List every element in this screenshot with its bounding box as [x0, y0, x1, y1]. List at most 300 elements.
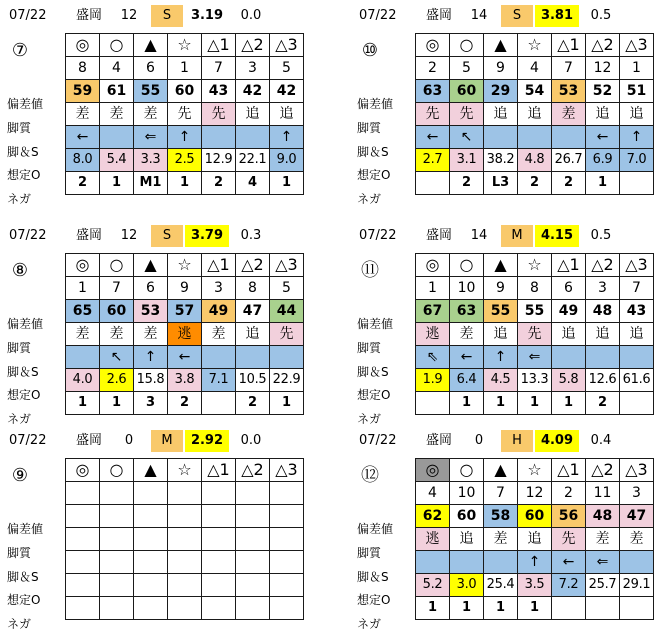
odds-cell: 5.4 [100, 149, 134, 172]
negative-cell: 2 [168, 392, 202, 415]
deviation-cell: 43 [620, 300, 654, 323]
running-style-cell: 追 [586, 323, 620, 346]
race-number: ⑦ [11, 40, 29, 61]
deviation-cell [202, 505, 236, 528]
row-label: 偏差値 [7, 97, 44, 111]
negative-cell: 1 [100, 392, 134, 415]
odds-cell: 2.6 [100, 369, 134, 392]
race-index-value: 2.92 [185, 430, 229, 452]
running-style-cell: 追 [236, 103, 270, 126]
negative-cell [236, 597, 270, 620]
horse-number-cell: 4 [416, 482, 450, 505]
odds-cell: 3.0 [450, 574, 484, 597]
negative-cell: 2 [586, 392, 620, 415]
mark-cell: ☆ [518, 459, 552, 482]
grid-row [66, 254, 304, 277]
mark-cell: ▲ [134, 254, 168, 277]
race-grid [65, 253, 304, 415]
negative-cell [270, 597, 304, 620]
horse-number-cell [236, 482, 270, 505]
running-style-cell: 追 [484, 323, 518, 346]
deviation-cell: 43 [202, 80, 236, 103]
deviation-cell: 60 [450, 505, 484, 528]
horse-number-cell: 10 [450, 277, 484, 300]
grid-row [416, 172, 654, 195]
row-label: 想定O [7, 168, 41, 182]
negative-cell: 1 [484, 597, 518, 620]
race-date: 07/22 [359, 228, 397, 243]
running-style-cell [168, 528, 202, 551]
pace-arrow-cell [450, 551, 484, 574]
pace-arrow-cell: ↑ [518, 551, 552, 574]
race-other-value: 0.5 [590, 8, 612, 23]
race-track: 盛岡 [75, 433, 102, 448]
mark-cell: ☆ [168, 34, 202, 57]
horse-number-cell: 2 [552, 482, 586, 505]
grid-row [66, 528, 304, 551]
odds-cell: 25.7 [586, 574, 620, 597]
deviation-cell: 62 [416, 505, 450, 528]
race-index-value: 4.09 [535, 430, 579, 452]
race-number: ⑨ [11, 465, 29, 486]
deviation-cell: 53 [552, 80, 586, 103]
row-label: ネガ [7, 617, 32, 631]
race-number: ⑪ [361, 260, 379, 281]
pace-arrow-cell [270, 551, 304, 574]
race-header [5, 5, 305, 29]
deviation-cell: 55 [518, 300, 552, 323]
mark-cell: △3 [270, 254, 304, 277]
deviation-cell: 63 [450, 300, 484, 323]
running-style-cell: 差 [66, 323, 100, 346]
running-style-cell: 追 [450, 528, 484, 551]
race-date: 07/22 [359, 433, 397, 448]
negative-cell: 2 [518, 172, 552, 195]
negative-cell: 1 [100, 172, 134, 195]
race-index-value: 4.15 [535, 225, 579, 247]
negative-cell [168, 597, 202, 620]
mark-cell: ◎ [66, 34, 100, 57]
race-condition: M [151, 430, 183, 452]
mark-cell: ☆ [518, 34, 552, 57]
pace-arrow-cell [236, 551, 270, 574]
grid-row [416, 323, 654, 346]
pace-arrow-cell [518, 126, 552, 149]
race-number: ⑧ [11, 260, 29, 281]
odds-cell [270, 574, 304, 597]
odds-cell: 12.9 [202, 149, 236, 172]
odds-cell: 26.7 [552, 149, 586, 172]
mark-cell: △2 [236, 254, 270, 277]
pace-arrow-cell [202, 126, 236, 149]
grid-row [66, 57, 304, 80]
negative-cell [620, 172, 654, 195]
deviation-cell: 48 [586, 505, 620, 528]
odds-cell: 4.0 [66, 369, 100, 392]
race-count: 0 [124, 433, 134, 448]
running-style-cell: 差 [100, 323, 134, 346]
mark-cell: △3 [620, 34, 654, 57]
deviation-cell [270, 505, 304, 528]
odds-cell: 10.5 [236, 369, 270, 392]
horse-number-cell: 3 [236, 57, 270, 80]
race-grid [415, 253, 654, 415]
horse-number-cell [168, 482, 202, 505]
pace-arrow-cell: ← [416, 126, 450, 149]
row-label: 脚質 [357, 121, 382, 135]
horse-number-cell: 8 [66, 57, 100, 80]
pace-arrow-cell [202, 346, 236, 369]
pace-arrow-cell [236, 126, 270, 149]
pace-arrow-cell: ↑ [270, 126, 304, 149]
grid-row [416, 597, 654, 620]
odds-cell [66, 574, 100, 597]
negative-cell: 1 [450, 597, 484, 620]
race-other-value: 0.4 [590, 433, 612, 448]
row-label: ネガ [357, 617, 382, 631]
race-other-value: 0.3 [240, 228, 262, 243]
mark-cell: △1 [202, 254, 236, 277]
mark-cell: ○ [450, 254, 484, 277]
mark-cell: ▲ [134, 459, 168, 482]
odds-cell: 15.8 [134, 369, 168, 392]
mark-cell: △1 [202, 34, 236, 57]
grid-row [416, 103, 654, 126]
pace-arrow-cell [552, 346, 586, 369]
deviation-cell: 65 [66, 300, 100, 323]
horse-number-cell: 1 [168, 57, 202, 80]
horse-number-cell: 9 [484, 57, 518, 80]
row-label: 脚＆S [357, 145, 389, 159]
pace-arrow-cell: ↖ [450, 126, 484, 149]
deviation-cell: 54 [518, 80, 552, 103]
pace-arrow-cell: ↑ [134, 346, 168, 369]
mark-cell: △2 [236, 34, 270, 57]
grid-row [66, 574, 304, 597]
negative-cell [202, 392, 236, 415]
race-date: 07/22 [9, 8, 47, 23]
running-style-cell: 差 [202, 323, 236, 346]
race-count: 12 [120, 8, 138, 23]
pace-arrow-cell [66, 346, 100, 369]
running-style-cell [66, 528, 100, 551]
negative-cell [620, 392, 654, 415]
race-count: 12 [120, 228, 138, 243]
mark-cell: ☆ [168, 254, 202, 277]
odds-cell: 5.8 [552, 369, 586, 392]
row-label: 偏差値 [357, 97, 394, 111]
negative-cell: 1 [518, 597, 552, 620]
mark-cell: △1 [202, 459, 236, 482]
mark-cell: ◎ [66, 459, 100, 482]
negative-cell: 1 [586, 172, 620, 195]
grid-row [66, 103, 304, 126]
deviation-cell: 57 [168, 300, 202, 323]
pace-arrow-cell: ← [66, 126, 100, 149]
negative-cell [202, 597, 236, 620]
deviation-cell: 55 [134, 80, 168, 103]
horse-number-cell: 4 [518, 57, 552, 80]
grid-row [416, 505, 654, 528]
grid-row [66, 172, 304, 195]
race-track: 盛岡 [425, 433, 452, 448]
pace-arrow-cell [620, 346, 654, 369]
race-track: 盛岡 [425, 8, 452, 23]
race-condition: S [151, 225, 183, 247]
race-other-value: 0.0 [240, 433, 262, 448]
mark-cell: △3 [270, 459, 304, 482]
odds-cell: 7.0 [620, 149, 654, 172]
horse-number-cell [134, 482, 168, 505]
grid-row [66, 369, 304, 392]
race-header [355, 5, 655, 29]
horse-number-cell [66, 482, 100, 505]
mark-cell: △2 [236, 459, 270, 482]
row-label: 脚質 [7, 121, 32, 135]
running-style-cell: 先 [450, 103, 484, 126]
deviation-cell: 61 [100, 80, 134, 103]
running-style-cell: 追 [620, 323, 654, 346]
odds-cell: 3.1 [450, 149, 484, 172]
grid-row [416, 574, 654, 597]
grid-row [416, 126, 654, 149]
pace-arrow-cell [484, 551, 518, 574]
negative-cell: 1 [168, 172, 202, 195]
mark-cell: ◎ [416, 34, 450, 57]
deviation-cell: 60 [450, 80, 484, 103]
grid-row [66, 392, 304, 415]
odds-cell: 5.2 [416, 574, 450, 597]
deviation-cell [168, 505, 202, 528]
grid-row [66, 482, 304, 505]
negative-cell [416, 392, 450, 415]
grid-row [416, 277, 654, 300]
horse-number-cell: 3 [620, 482, 654, 505]
race-header [355, 430, 655, 454]
pace-arrow-cell: ↑ [620, 126, 654, 149]
race-panel [355, 5, 655, 210]
horse-number-cell: 12 [518, 482, 552, 505]
horse-number-cell [270, 482, 304, 505]
race-count: 0 [474, 433, 484, 448]
race-condition: H [501, 430, 533, 452]
odds-cell: 12.6 [586, 369, 620, 392]
pace-arrow-cell: ⇐ [518, 346, 552, 369]
odds-cell: 2.5 [168, 149, 202, 172]
running-style-cell: 逃 [416, 323, 450, 346]
running-style-cell [236, 528, 270, 551]
running-style-cell [100, 528, 134, 551]
running-style-cell: 逃 [416, 528, 450, 551]
deviation-cell: 58 [484, 505, 518, 528]
running-style-cell: 差 [100, 103, 134, 126]
race-index-value: 3.19 [190, 8, 224, 23]
grid-row [416, 300, 654, 323]
odds-cell: 9.0 [270, 149, 304, 172]
deviation-cell: 56 [552, 505, 586, 528]
negative-cell: 2 [450, 172, 484, 195]
race-condition: S [151, 5, 183, 27]
horse-number-cell [202, 482, 236, 505]
row-label: 想定O [357, 388, 391, 402]
running-style-cell: 先 [552, 528, 586, 551]
horse-number-cell: 2 [416, 57, 450, 80]
negative-cell: 1 [66, 392, 100, 415]
running-style-cell: 先 [518, 323, 552, 346]
deviation-cell: 47 [620, 505, 654, 528]
odds-cell: 3.5 [518, 574, 552, 597]
horse-number-cell: 9 [484, 277, 518, 300]
running-style-cell: 追 [236, 323, 270, 346]
odds-cell: 22.1 [236, 149, 270, 172]
deviation-cell: 52 [586, 80, 620, 103]
pace-arrow-cell [168, 551, 202, 574]
negative-cell: 2 [66, 172, 100, 195]
pace-arrow-cell [66, 551, 100, 574]
horse-number-cell: 7 [620, 277, 654, 300]
deviation-cell: 67 [416, 300, 450, 323]
odds-cell: 29.1 [620, 574, 654, 597]
running-style-cell: 先 [168, 103, 202, 126]
negative-cell [620, 597, 654, 620]
horse-number-cell: 5 [270, 57, 304, 80]
grid-row [416, 459, 654, 482]
row-label: 偏差値 [7, 317, 44, 331]
odds-cell [134, 574, 168, 597]
pace-arrow-cell [484, 126, 518, 149]
race-track: 盛岡 [75, 228, 102, 243]
deviation-cell: 49 [202, 300, 236, 323]
horse-number-cell: 6 [134, 57, 168, 80]
running-style-cell: 追 [586, 103, 620, 126]
pace-arrow-cell [416, 551, 450, 574]
deviation-cell: 53 [134, 300, 168, 323]
odds-cell: 7.1 [202, 369, 236, 392]
running-style-cell: 先 [202, 103, 236, 126]
race-number: ⑩ [361, 40, 379, 61]
row-label: 脚＆S [7, 145, 39, 159]
row-label: 想定O [7, 593, 41, 607]
horse-number-cell: 5 [450, 57, 484, 80]
pace-arrow-cell [552, 126, 586, 149]
pace-arrow-cell: ↖ [100, 346, 134, 369]
grid-row [416, 149, 654, 172]
running-style-cell: 差 [134, 103, 168, 126]
running-style-cell: 追 [518, 528, 552, 551]
horse-number-cell: 7 [552, 57, 586, 80]
running-style-cell [270, 528, 304, 551]
mark-cell: △2 [586, 34, 620, 57]
row-label: 脚＆S [7, 365, 39, 379]
deviation-cell [66, 505, 100, 528]
race-count: 14 [470, 8, 488, 23]
row-label: 脚質 [7, 341, 32, 355]
odds-cell: 25.4 [484, 574, 518, 597]
negative-cell [586, 597, 620, 620]
horse-number-cell: 12 [586, 57, 620, 80]
mark-cell: ▲ [484, 459, 518, 482]
mark-cell: ◎ [416, 459, 450, 482]
race-number: ⑫ [361, 465, 379, 486]
row-label: 想定O [7, 388, 41, 402]
horse-number-cell: 6 [552, 277, 586, 300]
race-count: 14 [470, 228, 488, 243]
mark-cell: ▲ [484, 34, 518, 57]
grid-row [416, 369, 654, 392]
odds-cell: 3.8 [168, 369, 202, 392]
running-style-cell: 追 [484, 103, 518, 126]
running-style-cell: 追 [270, 103, 304, 126]
negative-cell: 1 [450, 392, 484, 415]
running-style-cell [134, 528, 168, 551]
row-label: ネガ [7, 412, 32, 426]
mark-cell: ▲ [134, 34, 168, 57]
deviation-cell: 42 [236, 80, 270, 103]
deviation-cell [134, 505, 168, 528]
mark-cell: △2 [586, 254, 620, 277]
odds-cell: 8.0 [66, 149, 100, 172]
race-date: 07/22 [9, 433, 47, 448]
row-label: 脚＆S [357, 570, 389, 584]
running-style-cell: 差 [620, 528, 654, 551]
race-panel [355, 225, 655, 430]
negative-cell: 1 [484, 392, 518, 415]
grid-row [66, 277, 304, 300]
mark-cell: △2 [586, 459, 620, 482]
deviation-cell [100, 505, 134, 528]
horse-number-cell: 7 [100, 277, 134, 300]
grid-row [66, 505, 304, 528]
race-panel [5, 225, 305, 430]
negative-cell: 1 [518, 392, 552, 415]
running-style-cell: 追 [518, 103, 552, 126]
odds-cell [100, 574, 134, 597]
grid-row [66, 149, 304, 172]
grid-row [416, 392, 654, 415]
horse-number-cell: 10 [450, 482, 484, 505]
mark-cell: △3 [620, 459, 654, 482]
row-label: 脚＆S [7, 570, 39, 584]
race-other-value: 0.5 [590, 228, 612, 243]
race-grid [415, 33, 654, 195]
mark-cell: △1 [552, 254, 586, 277]
pace-arrow-cell [202, 551, 236, 574]
negative-cell: 1 [270, 172, 304, 195]
deviation-cell: 47 [236, 300, 270, 323]
negative-cell: 3 [134, 392, 168, 415]
negative-cell: 2 [552, 172, 586, 195]
deviation-cell: 63 [416, 80, 450, 103]
grid-row [416, 346, 654, 369]
race-index-value: 3.79 [185, 225, 229, 247]
grid-row [66, 346, 304, 369]
race-grid [65, 458, 304, 620]
mark-cell: △1 [552, 459, 586, 482]
row-label: 偏差値 [7, 522, 44, 536]
row-label: 想定O [357, 593, 391, 607]
running-style-cell: 差 [586, 528, 620, 551]
row-label: ネガ [357, 412, 382, 426]
odds-cell: 4.8 [518, 149, 552, 172]
horse-number-cell: 8 [518, 277, 552, 300]
deviation-cell [236, 505, 270, 528]
deviation-cell: 42 [270, 80, 304, 103]
horse-number-cell: 7 [484, 482, 518, 505]
pace-arrow-cell: ↑ [168, 126, 202, 149]
running-style-cell: 逃 [168, 323, 202, 346]
negative-cell [100, 597, 134, 620]
pace-arrow-cell: ⇐ [586, 551, 620, 574]
